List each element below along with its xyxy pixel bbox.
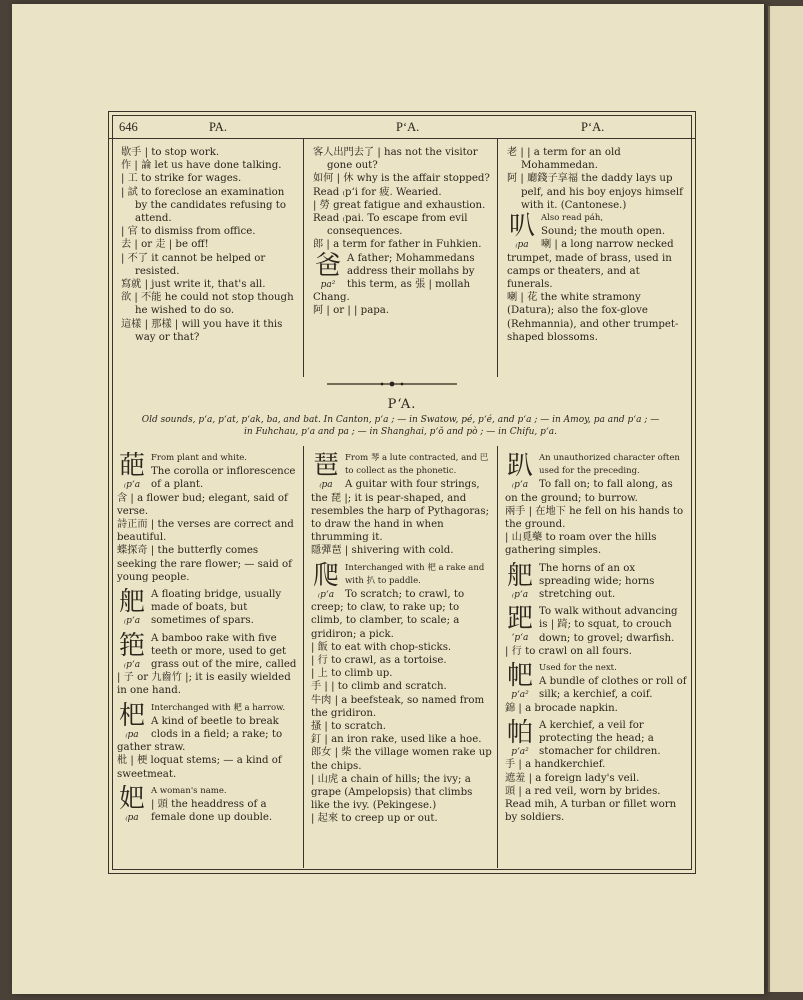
entry-note: Also read páh, (541, 213, 604, 224)
headword-3-2-entry (505, 605, 687, 658)
entry-line: Interchanged with 耙 a harrow. (151, 702, 286, 713)
entry-line: To walk without advancing is | 踦; to squat, to crouch down; to grovel; dwarfish. (539, 606, 678, 644)
headword-glyph: 爸 (314, 251, 341, 281)
definition-line: Read ₍p‘i for 疲. Wearied. (313, 186, 442, 198)
entry-line: 頭 | a red veil, worn by brides. (505, 785, 661, 797)
column-rule-bottom-1 (303, 446, 304, 868)
headword-glyph: 舥 (118, 588, 145, 618)
entry-line: Read mih, A turban or fillet worn by soldiers. (505, 799, 677, 824)
headword-3-1-entry (505, 562, 687, 602)
entry-line: From 琴 a lute contracted, and 巴 to collect as the phonetic. (345, 453, 489, 477)
headword-tone: p‘a² (511, 690, 529, 701)
definition-line: | 試 to foreclose an examination by the candidates refusing to attend. (121, 186, 287, 225)
entry-line: | 頭 the headdress of a female done up double. (151, 799, 273, 824)
bottom-column-2 (311, 452, 493, 830)
entry-line: 釘 | an iron rake, used like a hoe. (311, 734, 482, 746)
entry-line: An unauthorized character often used for the preceding. (539, 453, 680, 477)
headword-character (505, 662, 535, 700)
headword-1-1-entry (117, 588, 299, 628)
entry-line: 郎女 | 柴 the village women rake up the chips. (311, 747, 492, 772)
header-center: P‘A. (396, 120, 420, 134)
definition-line: 去 | or 走 | be off! (121, 239, 209, 251)
headword-tone: ₍p‘a (123, 480, 141, 490)
entry-line: | 飯 to eat with chop-sticks. (311, 641, 452, 653)
definition-line: 欲 | 不能 he could not stop though he wished to do so. (121, 292, 294, 317)
definition-line: 寫就 | just write it, that's all. (121, 279, 266, 291)
entry-line: Interchanged with 杷 a rake and with 扒 to paddle. (345, 562, 485, 586)
headword-1-0-entry (117, 452, 299, 584)
headword-pa-trumpet-entry (507, 212, 687, 344)
headword-2-0-entry (311, 452, 493, 558)
headword-glyph: 杷 (118, 701, 145, 731)
page-frame (108, 111, 696, 874)
entry-line: | 行 to crawl on all fours. (505, 645, 632, 657)
entry-line: Sound; the mouth open. (541, 226, 666, 238)
column-rule-top-2 (497, 139, 498, 377)
bottom-column-3 (505, 452, 687, 828)
headword-tone: ₍p‘a (123, 616, 141, 627)
entry-line: 隱彈琶 | shivering with cold. (311, 545, 454, 557)
headword-1-4-entry (117, 785, 299, 825)
definition-line: | 官 to dismiss from office. (121, 226, 256, 238)
headword-tone: ₍pa (319, 480, 333, 490)
entry-line: To scratch; to crawl, to creep; to claw, to rake up; to climb, to clamber, to scale; a gridiron; a pick. (311, 589, 465, 640)
headword-glyph: 帊 (506, 662, 533, 692)
header-right: P‘A. (581, 120, 605, 134)
headword-1-3-entry (117, 702, 299, 781)
entry-line: A woman's name. (151, 785, 227, 796)
headword-tone: ₍pa (125, 729, 139, 740)
definition-line: 客人出門去了 | has not the visitor gone out? (313, 147, 478, 172)
entry-line: 手 | | to climb and scratch. (311, 681, 447, 693)
entry-line: A bundle of clothes or roll of silk; a kerchief, a coif. (539, 676, 687, 701)
entry-line: A kerchief, a veil for protecting the head; a stomacher for children. (539, 719, 661, 758)
headword-3-4-entry (505, 719, 687, 825)
headword-glyph: 叭 (508, 212, 535, 242)
headword-tone: ₍p‘a (317, 589, 335, 600)
header-rule (109, 138, 695, 139)
headword-character (117, 702, 147, 740)
headword-character (311, 562, 341, 600)
entry-line: 兩手 | 在地下 he fell on his hands to the ground. (505, 505, 684, 531)
headword-tone: ₍p‘a (511, 480, 529, 490)
headword-character (505, 605, 535, 643)
entry-line: The horns of an ox spreading wide; horns stretching out. (539, 562, 655, 601)
entry-compound: 阿 | or | | papa. (313, 305, 390, 317)
headword-character (117, 452, 147, 490)
entry-line: From plant and white. (151, 453, 247, 463)
headword-glyph: 趴 (506, 452, 533, 481)
headword-glyph: 琶 (312, 452, 339, 481)
definition-line: | 工 to strike for wages. (121, 173, 242, 185)
section-ornament (327, 380, 457, 388)
definition-line: 老 | | a term for an old Mohammedan. (507, 147, 621, 172)
headword-tone: ₍pa (515, 240, 529, 251)
headword-1-2-entry (117, 632, 299, 698)
entry-line: | 行 to crawl, as a tortoise. (311, 655, 447, 667)
headword-tone: ₍p‘a (511, 589, 529, 600)
sounds-line-2: in Fuhchau, p‘a and pa ; — in Shanghai, p‘ŏ and pò ; — in Chifu, p‘a. (244, 427, 557, 437)
top-column-3 (507, 146, 687, 348)
entry-line: 喇 | a long narrow necked trumpet, made of brass, used in camps or theaters, and at funerals. (507, 239, 674, 291)
column-rule-bottom-2 (497, 446, 498, 868)
sounds-line-1: Old sounds, p‘a, p‘at, p‘ak, ba, and bat. In Canton, p‘a ; — in Swatow, pé, p‘é, and p‘a ; — in Amoy, pa and p‘a ; — (141, 415, 660, 425)
definition-line: 作 | 論 let us have done talking. (121, 160, 282, 172)
definition-line: 這樣 | 那樣 | will you have it this way or that? (121, 318, 283, 343)
section-sounds (123, 414, 678, 438)
facing-page-edge (768, 6, 803, 992)
top-column-2 (313, 146, 491, 322)
column-rule-top-1 (303, 139, 304, 377)
headword-glyph: 舥 (506, 561, 533, 591)
entry-definition: A father; Mohammedans address their mollahs by this term, as 張 | mollah Chang. (313, 252, 475, 304)
entry-line: | 山虎 a chain of hills; the ivy; a grape (Ampelopsis) that climbs like the ivy. (Pekingese.) (311, 773, 473, 812)
headword-glyph: 葩 (118, 452, 145, 481)
entry-line: | 山覓藥 to roam over the hills gathering simples. (505, 532, 657, 557)
running-header (109, 112, 695, 136)
headword-character (505, 452, 535, 490)
headword-character (117, 632, 147, 670)
header-left: PA. (209, 120, 227, 134)
headword-glyph: 筢 (118, 631, 145, 661)
entry-line: 手 | a handkerchief. (505, 759, 606, 771)
entry-line: The corolla or inflorescence of a plant. (151, 466, 296, 491)
headword-character (311, 452, 341, 490)
entry-line: A floating bridge, usually made of boats, but sometimes of spars. (151, 589, 282, 627)
section-title: P‘A. (387, 397, 417, 412)
definition-line: | 勞 great fatigue and exhaustion. (313, 199, 486, 211)
entry-line: 含 | a flower bud; elegant, said of verse. (117, 492, 288, 517)
headword-2-1-entry (311, 562, 493, 826)
headword-tone: ₍pa (125, 812, 139, 823)
bottom-column-1 (117, 452, 299, 828)
entry-line: | 起來 to creep up or out. (311, 813, 438, 825)
headword-tone: ‘p‘a (511, 633, 529, 644)
entry-line: 喇 | 花 the white stramony (Datura); also the fox-glove (Rehmannia), and other trumpet-shaped blossoms. (507, 292, 679, 343)
entry-line: 牛肉 | a beefsteak, so named from the gridiron. (311, 694, 485, 719)
headword-glyph: 妑 (118, 784, 145, 814)
entry-line: 錦 | a brocade napkin. (505, 702, 618, 714)
entry-line: 遮羞 | a foreign lady's veil. (505, 772, 640, 784)
top-column-1 (121, 146, 299, 344)
headword-tone: p‘a² (511, 746, 529, 757)
headword-3-3-entry (505, 662, 687, 715)
headword-character (313, 252, 343, 290)
definition-line: 阿 | 廳錢子享福 the daddy lays up pelf, and his boy enjoys himself with it. (Cantonese.) (507, 173, 683, 211)
headword-character (505, 719, 535, 757)
entry-line: 搔 | to scratch. (311, 721, 387, 733)
headword-character (117, 588, 147, 626)
headword-3-0-entry (505, 452, 687, 558)
headword-pa-entry (313, 252, 491, 318)
headword-tone: pa² (320, 279, 336, 290)
headword-character (505, 562, 535, 600)
definition-line: 如何 | 休 why is the affair stopped? (313, 173, 490, 185)
headword-tone: ₍p‘a (123, 659, 141, 670)
entry-line: 枇 | 梗 loquat stems; — a kind of sweetmeat. (117, 755, 282, 780)
definition-line: 郎 | a term for father in Fuhkien. (313, 239, 482, 251)
entry-line: 蝶探奇 | the butterfly comes seeking the rare flower; — said of young people. (117, 545, 292, 583)
definition-line: Read ₍pai. To escape from evil consequences. (313, 213, 468, 238)
headword-character (507, 212, 537, 250)
headword-glyph: 爬 (312, 561, 339, 591)
entry-line: A kind of beetle to break clods in a field; a rake; to gather straw. (117, 715, 283, 754)
entry-line: 詩正而 | the verses are correct and beautiful. (117, 519, 294, 544)
entry-line: Used for the next. (539, 663, 617, 674)
entry-line: A bamboo rake with five teeth or more, used to get grass out of the mire, called | 子 or 九齒竹 |; it is easily wielded in one hand. (117, 632, 297, 697)
entry-line: | 上 to climb up. (311, 668, 393, 680)
headword-character (117, 785, 147, 823)
definition-line: 歇手 | to stop work. (121, 147, 220, 158)
entry-line: A guitar with four strings, the 琵 |; it is pear-shaped, and resembles the harp of Pythagoras; to draw the hand in when thrumming it. (311, 479, 490, 544)
entry-line: To fall on; to fall along, as on the ground; to burrow. (505, 479, 673, 504)
headword-glyph: 帕 (506, 718, 533, 748)
page-number: 646 (119, 120, 138, 134)
headword-glyph: 跁 (506, 605, 533, 635)
definition-line: | 不了 it cannot be helped or resisted. (121, 252, 266, 277)
